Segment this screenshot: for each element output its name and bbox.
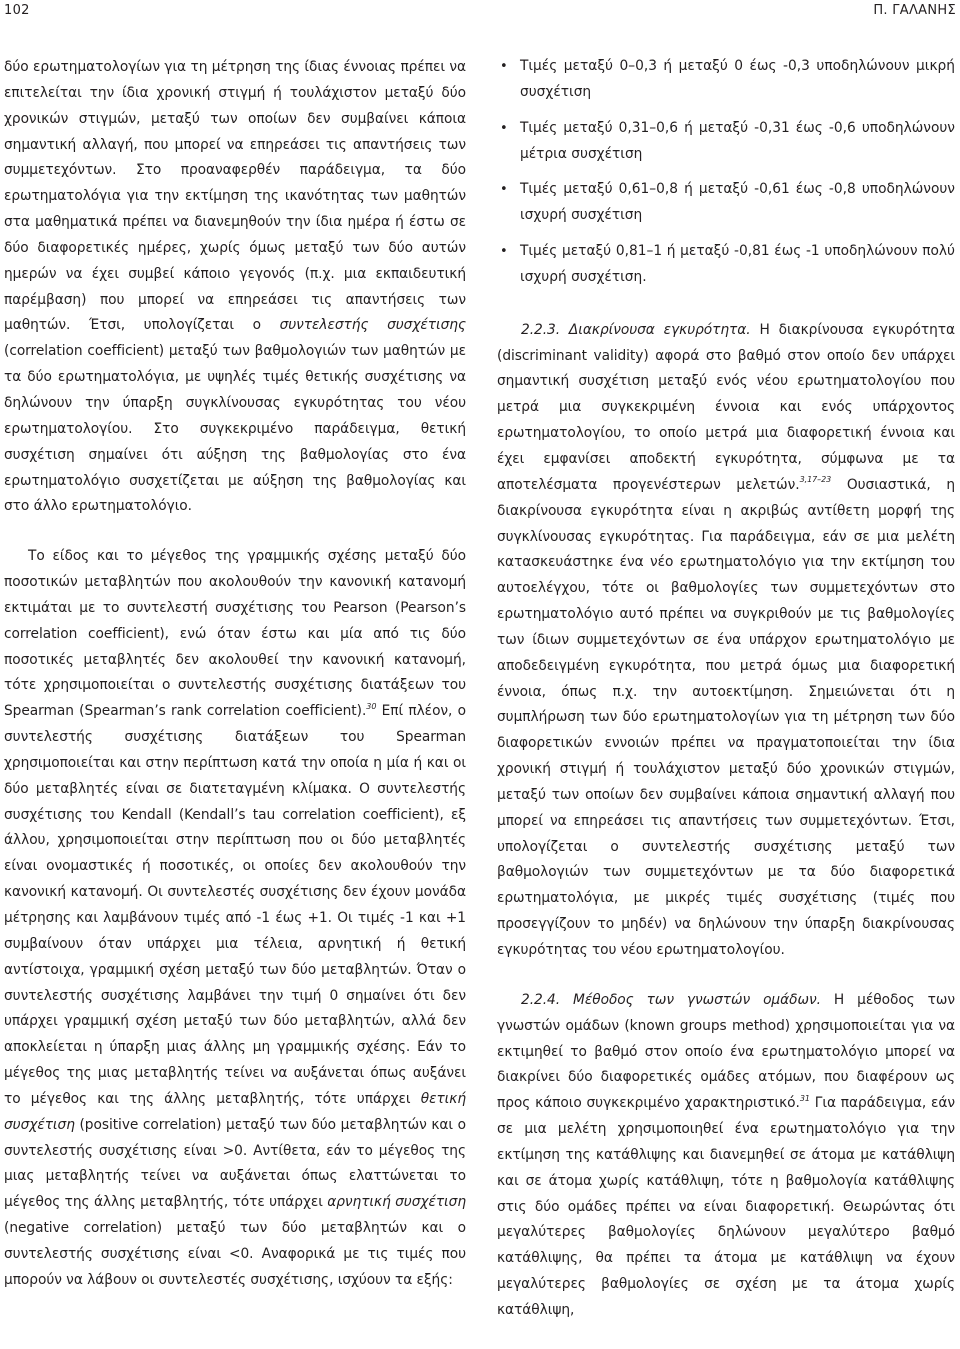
list-item <box>497 54 955 106</box>
list-item <box>497 177 955 229</box>
list-item <box>497 116 955 168</box>
bullet-icon: • <box>500 120 508 136</box>
text-run: δύο ερωτηματολογίων για τη μέτρηση της ίδιας έννοιας πρέπει να επιτελείται την ίδια χρονική στιγμή ή τουλάχιστον μεταξύ δύο χρονικών στιγμών, μεταξύ των οποίων δεν συμβαίνει κάποια σημαντική αλλαγή, που μπορεί να επηρεάσει τις απαντήσεις των συμμετεχόντων. Στο προαναφερθέν παράδειγμα, τα δύο ερωτηματολόγια για την εκτίμηση της ικανότητας των μαθητών στα μαθηματικά πρέπει να διανεμηθούν την ίδια ημέρα ή έστω σε δύο διαφορετικές ημέρες, χωρίς όμως μεταξύ των δύο αυτών ημερών να έχει συμβεί κάποιο γεγονός (π.χ. μια εκπαιδευτική παρέμβαση) που μπορεί να επηρεάσει τις απαντήσεις των μαθητών. Έτσι, υπολογίζεται ο <box>4 59 466 334</box>
paragraph-known-groups-method <box>497 988 955 1324</box>
list-item-text: Τιμές μεταξύ 0,31–0,6 ή μεταξύ -0,31 έως -0,6 υποδηλώνουν μέτρια συσχέτιση <box>520 119 955 162</box>
italic-term: αρνητική συσχέτιση <box>327 1194 466 1211</box>
running-head: Π. ΓΑΛΑΝΗΣ <box>873 3 956 18</box>
text-run: (correlation coefficient) μεταξύ των βαθμολογιών των μαθητών με τα δύο ερωτηματολόγια, με υψηλές τιμές θετικής συσχέτισης να δηλώνουν την ύπαρξη συγκλίνουσας εγκυρότητας του νέου ερωτηματολογίου. Στο συγκεκριμένο παράδειγμα, θετική συσχέτιση σημαίνει ότι αύξηση της βαθμολογίας στο ένα ερωτηματολόγιο συσχετίζεται με αύξηση της βαθμολογίας και στο άλλο ερωτηματολόγιο. <box>4 343 466 515</box>
correlation-ranges-list <box>497 54 955 291</box>
page-number: 102 <box>4 3 30 18</box>
paragraph-discriminant-validity <box>497 318 955 964</box>
right-column <box>497 54 955 1324</box>
text-run: Η διακρίνουσα εγκυρότητα (discriminant validity) αφορά στο βαθμό στον οποίο δεν υπάρχει σημαντική συσχέτιση μεταξύ ενός νέου ερωτηματολογίου που μετρά μια συγκεκριμένη έννοια και ενός υπάρχοντος ερωτηματολογίου, το οποίο μετρά μια διαφορετική έννοια και έχει εμφανίσει αποδεκτή εγκυρότητα, σύμφωνα με τα αποτελέσματα προγενέστερων μελετών. <box>497 321 955 493</box>
text-run: Η μέθοδος των γνωστών ομάδων (known groups method) χρησιμοποιείται για να εκτιμηθεί το βαθμό στον οποίο ένα ερωτηματολόγιο μπορεί να διακρίνει δύο διαφορετικές ομάδες ατόμων, που διαφέρουν ως προς κάποιο συγκεκριμένο χαρακτηριστικό. <box>497 991 955 1112</box>
text-run: (positive correlation) μεταξύ των δύο μεταβλητών και ο συντελεστής συσχέτισης είναι >0. Αντίθετα, εάν το μέγεθος της μιας μεταβλητής τείνει να αυξάνεται όπως ελαττώνεται το μέγεθος της άλλης μεταβλητής, τότε υπάρχει <box>4 1116 466 1211</box>
text-run: (negative correlation) μεταξύ των δύο μεταβλητών και ο συντελεστής συσχέτισης είναι <0. Αναφορικά με τις τιμές που μπορούν να λάβουν οι συντελεστές συσχέτισης, ισχύουν τα εξής: <box>4 1220 466 1288</box>
list-item-text: Τιμές μεταξύ 0,61–0,8 ή μεταξύ -0,61 έως -0,8 υποδηλώνουν ισχυρή συσχέτιση <box>520 181 955 224</box>
bullet-icon: • <box>500 59 508 74</box>
bullet-icon: • <box>500 182 508 198</box>
list-item-text: Τιμές μεταξύ 0–0,3 ή μεταξύ 0 έως -0,3 υποδηλώνουν μικρή συσχέτιση <box>520 58 955 100</box>
text-run: Επί πλέον, ο συντελεστής συσχέτισης διατάξεων του Spearman χρησιμοποιείται και στην περίπτωση κατά την οποία η μία ή και οι δύο μεταβλητές είναι σε διατεταγμένη κλίμακα. Ο συντελεστής συσχέτισης του Kendall (Kendall’s tau correlation coefficient), εξ άλλου, χρησιμοποιείται στην περίπτωση που οι δύο μεταβλητές είναι ονομαστικές ή ποσοτικές, οι οποίες δεν ακολουθούν την κανονική κατανομή. Οι συντελεστές συσχέτισης δεν έχουν μονάδα μέτρησης και λαμβάνουν τιμές από -1 έως +1. Οι τιμές -1 και +1 συμβαίνουν όταν υπάρχει μια τέλεια, αρνητική ή θετική αντίστοιχα, γραμμική σχέση μεταξύ των δύο μεταβλητών. Όταν ο συντελεστής συσχέτισης λαμβάνει την τιμή 0 σημαίνει ότι δεν υπάρχει γραμμική σχέση μεταξύ των δύο μεταβλητών, αλλά δεν αποκλείεται η ύπαρξη μιας άλλης μη γραμμικής σχέσης. Εάν το μέγεθος της μιας μεταβλητής τείνει να αυξάνεται όπως αυξάνει το μέγεθος και της άλλης μεταβλητής, τότε υπάρχει <box>4 703 466 1107</box>
citation-superscript: 3,17–23 <box>799 475 832 485</box>
citation-superscript: 31 <box>799 1093 810 1103</box>
text-run: Ουσιαστικά, η διακρίνουσα εγκυρότητα είναι η ακριβώς αντίθετη μορφή της συγκλίνουσας εγκυρότητας. Για παράδειγμα, εάν σε μια μελέτη κατασκευάστηκε ένα νέο ερωτηματολόγιο για την εκτίμηση του αυτοελέγχου, τότε οι βαθμολογίες των συμμετεχόντων στο ερωτηματολόγιο αυτό πρέπει να συγκριθούν με τις βαθμολογίες των ίδιων συμμετεχόντων σε ένα υπάρχον ερωτηματολόγιο με αποδεδειγμένη εγκυρότητα, που μετρά όμως μια διαφορετική έννοια, όπως π.χ. την αυτοεκτίμηση. Σημειώνεται ότι η συμπλήρωση των δύο ερωτηματολογίων για τη μέτρηση των δύο διαφορετικών εννοιών πρέπει να πραγματοποιείται την ίδια χρονική στιγμή ή τουλάχιστον μεταξύ δύο χρονικών στιγμών, μεταξύ των οποίων δεν συμβαίνει κάποια σημαντική αλλαγή που μπορεί να επηρεάσει τις απαντήσεις των συμμετεχόντων. Έτσι, υπολογίζεται ο συντελεστής συσχέτισης μεταξύ των βαθμολογιών των συμμετεχόντων με τα δύο διαφορετικά ερωτηματολόγια, με μικρές τιμές συσχέτισης (τιμές που προσεγγίζουν το μηδέν) να δηλώνουν την ύπαρξη διακρίνουσας εγκυρότητας του νέου ερωτηματολογίου. <box>497 476 955 958</box>
section-heading: 2.2.3. Διακρίνουσα εγκυρότητα. <box>521 321 751 338</box>
paragraph-convergent-validity-continued <box>4 55 466 520</box>
italic-term: θετική συσχέτιση <box>4 1090 466 1133</box>
section-heading: 2.2.4. Μέθοδος των γνωστών ομάδων. <box>521 991 821 1008</box>
paragraph-correlation-coefficients <box>4 544 466 1293</box>
text-run: Το είδος και το μέγεθος της γραμμικής σχέσης μεταξύ δύο ποσοτικών μεταβλητών που ακολουθούν την κανονική κατανομή εκτιμάται με το συντελεστή συσχέτισης του Pearson (Pearson’s correlation coefficient), ενώ όταν έστω και μία από τις δύο ποσοτικές μεταβλητές δεν ακολουθεί την κανονική κατανομή, τότε χρησιμοποιείται ο συντελεστής συσχέτισης διατάξεων του Spearman (Spearman’s rank correlation coefficient). <box>4 548 466 720</box>
page-header <box>0 0 960 22</box>
text-run: Για παράδειγμα, εάν σε μια μελέτη χρησιμοποιηθεί ένα ερωτηματολόγιο για την εκτίμηση της κατάθλιψης και διανεμηθεί σε άτομα με κατάθλιψη και σε άτομα χωρίς κατάθλιψη, τότε η βαθμολογία κατάθλιψης στις δύο ομάδες πρέπει να είναι διαφορετική. Θεωρώντας ότι μεγαλύτερες βαθμολογίες δηλώνουν μεγαλύτερο βαθμό κατάθλιψης, θα πρέπει τα άτομα με κατάθλιψη να έχουν μεγαλύτερες βαθμολογίες σε σχέση με τα άτομα χωρίς κατάθλιψη, <box>497 1095 955 1318</box>
italic-term: συντελεστής συσχέτισης <box>279 317 466 334</box>
bullet-icon: • <box>500 244 508 260</box>
list-item <box>497 239 955 291</box>
list-item-text: Τιμές μεταξύ 0,81–1 ή μεταξύ -0,81 έως -1 υποδηλώνουν πολύ ισχυρή συσχέτιση. <box>520 243 955 285</box>
citation-superscript: 30 <box>366 701 377 711</box>
left-column <box>4 55 466 1294</box>
